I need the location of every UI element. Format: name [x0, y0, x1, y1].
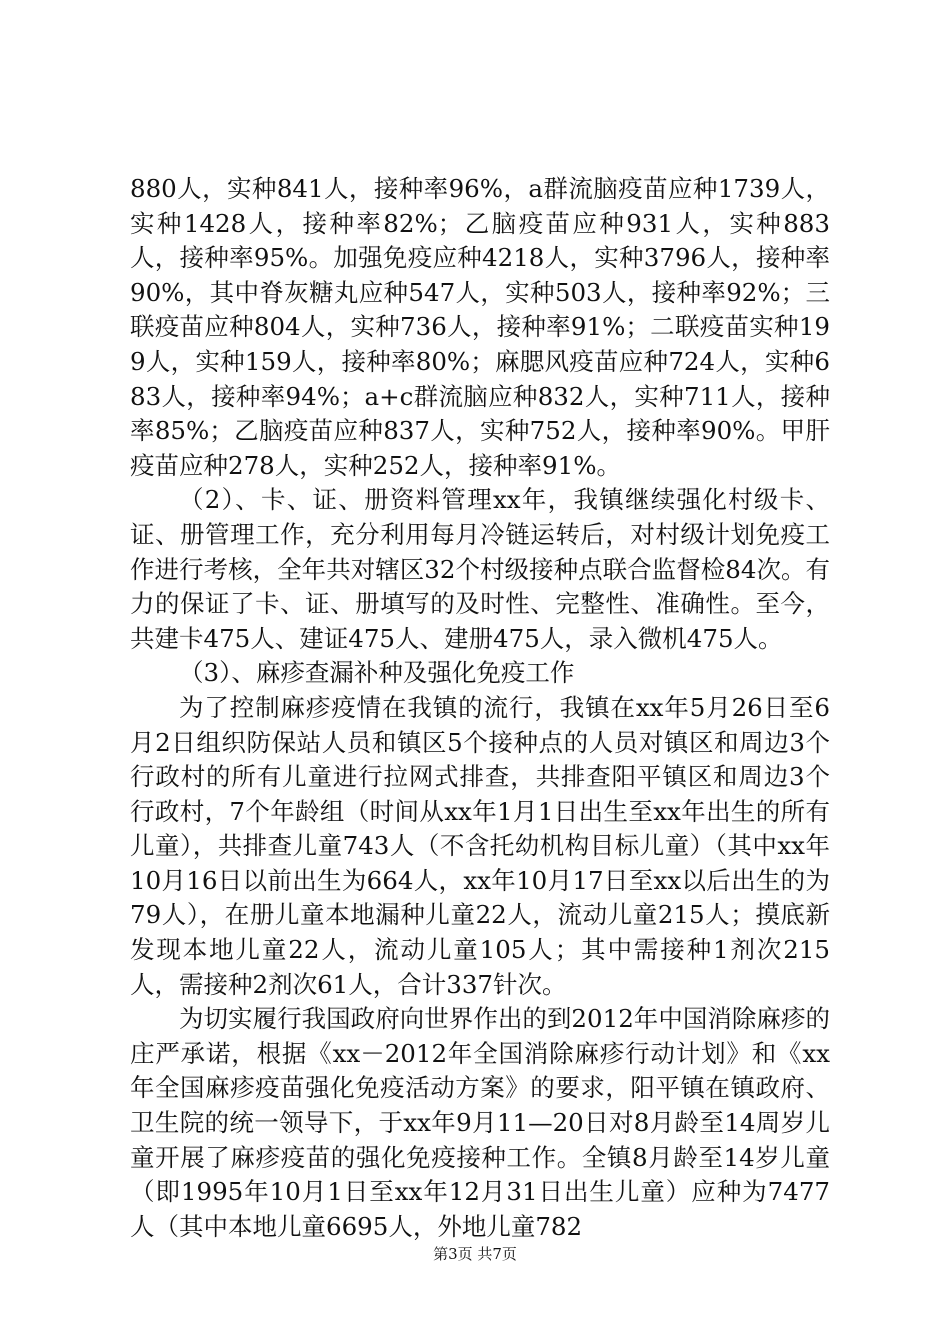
- section-heading-measles: （3）、麻疹查漏补种及强化免疫工作: [179, 658, 575, 688]
- paragraph-records-management: （2）、卡、证、册资料管理xx年，我镇继续强化村级卡、证、册管理工作，充分利用每月冷链运转后，对村级计划免疫工作进行考核，全年共对辖区32个村级接种点联合监督检84次。有力的保证了卡、证、册填写的及时性、完整性、准确性。至今，共建卡475人、建证475人、建册475人，录入微机475人。: [130, 485, 830, 653]
- paragraph-measles-campaign: 为切实履行我国政府向世界作出的到2012年中国消除麻疹的庄严承诺，根据《xx－2012年全国消除麻疹行动计划》和《xx年全国麻疹疫苗强化免疫活动方案》的要求，阳平镇在镇政府、卫生院的统一领导下，于xx年9月11—20日对8月龄至14周岁儿童开展了麻疹疫苗的强化免疫接种工作。全镇8月龄至14岁儿童（即1995年10月1日至xx年12月31日出生儿童）应种为7477人（其中本地儿童6695人，外地儿童782: [130, 1004, 830, 1241]
- page-footer: 第3页 共7页: [433, 1245, 517, 1263]
- paragraph-vaccination-rates: 880人，实种841人，接种率96%，a群流脑疫苗应种1739人，实种1428人，接种率82%；乙脑疫苗应种931人，实种883人，接种率95%。加强免疫应种4218人，实种3796人，接种率90%，其中脊灰糖丸应种547人，实种503人，接种率92%；三联疫苗应种804人，实种736人，接种率91%；二联疫苗实种199人，实种159人，接种率80%；麻腮风疫苗应种724人，实种683人，接种率94%；a+c群流脑应种832人，实种711人，接种率85%；乙脑疫苗应种837人，实种752人，接种率90%。甲肝疫苗应种278人，实种252人，接种率91%。: [130, 174, 830, 480]
- document-body: [130, 172, 830, 1244]
- paragraph-measles-screening: 为了控制麻疹疫情在我镇的流行，我镇在xx年5月26日至6月2日组织防保站人员和镇区5个接种点的人员对镇区和周边3个行政村的所有儿童进行拉网式排查，共排查阳平镇区和周边3个行政村，7个年龄组（时间从xx年1月1日出生至xx年出生的所有儿童），共排查儿童743人（不含托幼机构目标儿童）（其中xx年10月16日以前出生为664人，xx年10月17日至xx以后出生的为79人），在册儿童本地漏种儿童22人，流动儿童215人；摸底新发现本地儿童22人，流动儿童105人；其中需接种1剂次215人，需接种2剂次61人，合计337针次。: [130, 692, 830, 999]
